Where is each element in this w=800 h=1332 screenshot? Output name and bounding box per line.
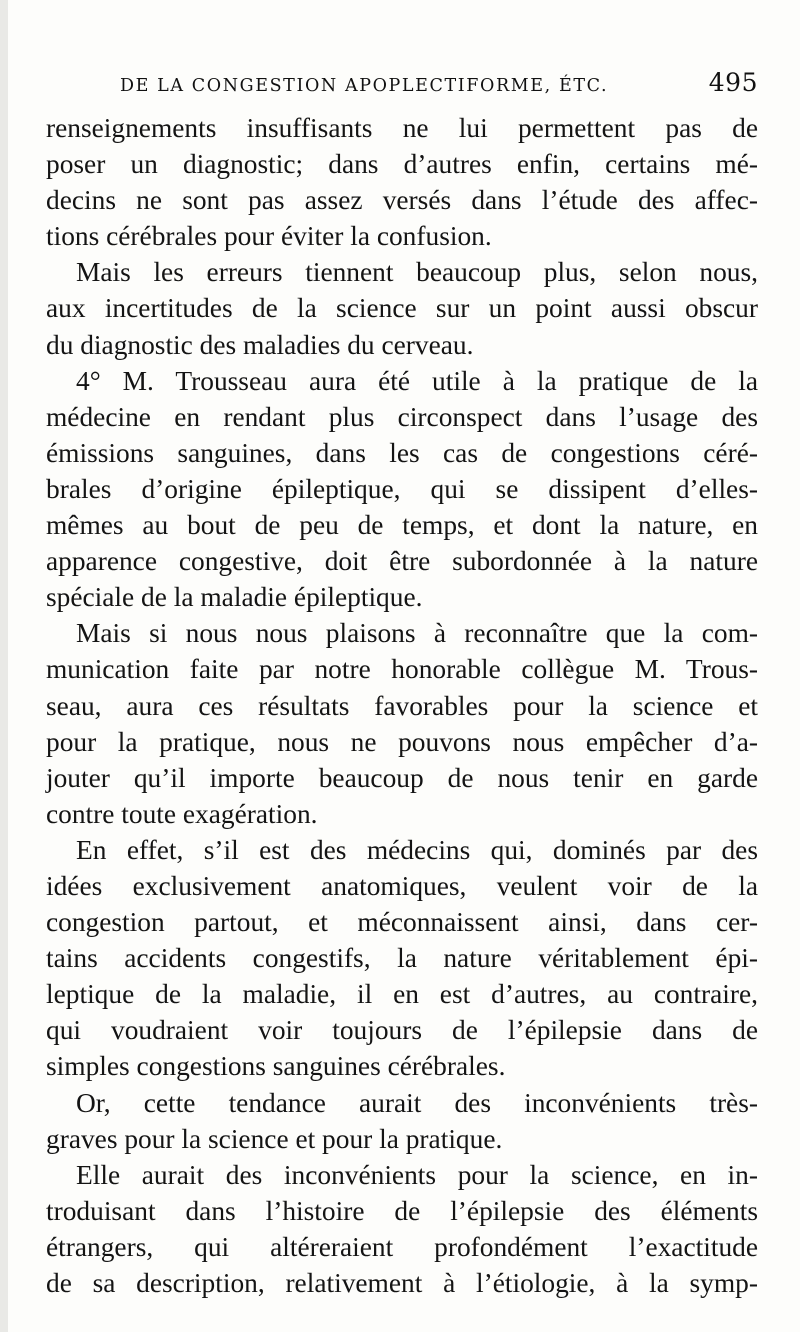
text-line: jouter qu’il importe beaucoup de nous tenir en garde: [46, 762, 758, 793]
text-line: spéciale de la maladie épileptique.: [46, 582, 423, 613]
text-line: contre toute exagération.: [46, 798, 318, 829]
text-line: apparence congestive, doit être subordonnée à la nature: [46, 546, 758, 577]
text-line: émissions sanguines, dans les cas de congestions céré-: [46, 437, 758, 468]
text-line: étrangers, qui altéreraient profondément l’exactitude: [46, 1231, 758, 1262]
text-line: decins ne sont pas assez versés dans l’étude des affec-: [46, 185, 758, 216]
text-line: Mais les erreurs tiennent beaucoup plus, selon nous,: [76, 257, 758, 288]
page-header: [120, 62, 760, 106]
page-number: 495: [708, 68, 758, 97]
text-line: médecine en rendant plus circonspect dans l’usage des: [46, 401, 758, 432]
text-line: qui voudraient voir toujours de l’épilepsie dans de: [46, 1015, 758, 1046]
text-line: tains accidents congestifs, la nature véritablement épi-: [46, 943, 758, 974]
text-line: graves pour la science et pour la pratique.: [46, 1123, 503, 1154]
text-line: tions cérébrales pour éviter la confusion.: [46, 221, 492, 252]
text-line: congestion partout, et méconnaissent ainsi, dans cer-: [46, 907, 758, 938]
text-line: Mais si nous nous plaisons à reconnaître que la com-: [76, 618, 758, 649]
text-line: Elle aurait des inconvénients pour la science, en in-: [76, 1159, 758, 1190]
text-line: idées exclusivement anatomiques, veulent voir de la: [46, 870, 758, 901]
text-line: poser un diagnostic; dans d’autres enfin, certains mé-: [46, 149, 758, 180]
text-line: Or, cette tendance aurait des inconvénients très-: [76, 1087, 758, 1118]
text-line: mêmes au bout de peu de temps, et dont la nature, en: [46, 510, 758, 541]
body-text: [46, 110, 758, 1301]
text-line: 4° M. Trousseau aura été utile à la pratique de la: [76, 365, 758, 396]
text-line: du diagnostic des maladies du cerveau.: [46, 329, 474, 360]
text-line: En effet, s’il est des médecins qui, dominés par des: [76, 834, 758, 865]
text-line: seau, aura ces résultats favorables pour la science et: [46, 690, 758, 721]
text-line: de sa description, relativement à l’étiologie, à la symp-: [46, 1268, 758, 1298]
running-head: DE LA CONGESTION APOPLECTIFORME, ÉTC.: [120, 76, 609, 96]
text-line: munication faite par notre honorable collègue M. Trous-: [46, 654, 758, 685]
text-line: simples congestions sanguines cérébrales.: [46, 1051, 506, 1082]
text-line: troduisant dans l’histoire de l’épilepsie des éléments: [46, 1195, 758, 1226]
text-line: renseignements insuffisants ne lui permettent pas de: [46, 113, 758, 143]
text-line: brales d’origine épileptique, qui se dissipent d’elles-: [46, 473, 758, 504]
page-edge-shadow: [0, 0, 8, 1332]
text-line: leptique de la maladie, il en est d’autres, au contraire,: [46, 979, 758, 1010]
text-line: pour la pratique, nous ne pouvons nous empêcher d’a-: [46, 726, 758, 757]
text-line: aux incertitudes de la science sur un point aussi obscur: [46, 293, 758, 324]
